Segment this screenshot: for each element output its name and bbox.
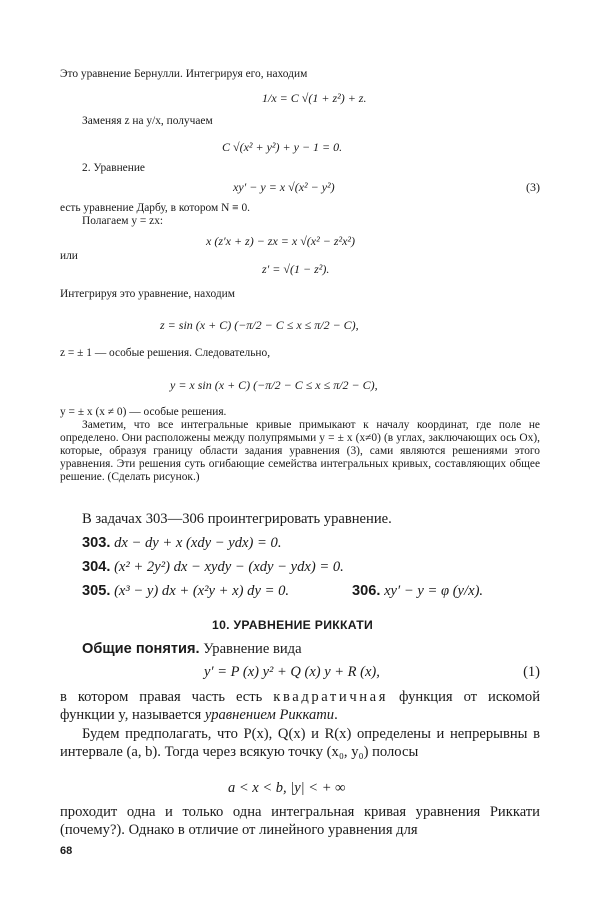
task-equation: dx − dy + x (xdy − ydx) = 0. bbox=[114, 535, 282, 551]
text-line: Заменяя z на y/x, получаем bbox=[82, 115, 213, 127]
task-equation: xy′ − y = φ (y/x). bbox=[384, 583, 484, 599]
task-number: 306. bbox=[352, 583, 381, 599]
page-number: 68 bbox=[60, 845, 73, 857]
p1-text: в котором правая часть есть bbox=[60, 689, 274, 705]
text-line: Это уравнение Бернулли. Интегрируя его, находим bbox=[60, 68, 308, 80]
note-paragraph: Заметим, что все интегральные кривые примыкают к началу координат, где поле не определено. Они расположены между полупрямыми y = ± x (x≠0) (в углах, заключающих ось Ox), которые, образуя границу области задания уравнения (3), сами являются решениями этого уравнения. Эти решения суть огибающие семейства интегральных кривых, составляющих общее решение. (Сделать рисунок.) bbox=[60, 419, 540, 483]
equation: z′ = √(1 − z²). bbox=[262, 262, 330, 276]
equation: C √(x² + y²) + y − 1 = 0. bbox=[222, 140, 343, 154]
equation: y = x sin (x + C) (−π/2 − C ≤ x ≤ π/2 − C), bbox=[170, 378, 378, 392]
text-line: 2. Уравнение bbox=[82, 162, 145, 174]
equation: z = sin (x + C) (−π/2 − C ≤ x ≤ π/2 − C), bbox=[160, 318, 359, 332]
text-line: или bbox=[60, 250, 78, 262]
text-line: y = ± x (x ≠ 0) — особые решения. bbox=[60, 406, 227, 418]
general-label: Общие понятия. bbox=[82, 641, 200, 657]
text-line: Полагаем y = zx: bbox=[82, 215, 164, 227]
equation: x (z′x + z) − zx = x √(x² − z²x²) bbox=[206, 234, 356, 248]
task-303 bbox=[82, 534, 282, 552]
general-text: Уравнение вида bbox=[199, 641, 302, 657]
p1-term: уравнением Риккати bbox=[204, 707, 335, 723]
p1-text: функция от искомой функции y, называется bbox=[60, 689, 541, 723]
task-number: 305. bbox=[82, 583, 111, 599]
task-306 bbox=[352, 582, 483, 600]
equation: y′ = P (x) y² + Q (x) y + R (x), bbox=[204, 664, 380, 680]
p1-text: . bbox=[334, 707, 338, 723]
equation: xy′ − y = x √(x² − y²) bbox=[233, 180, 335, 194]
task-304 bbox=[82, 558, 344, 576]
paragraph-1 bbox=[60, 688, 540, 724]
paragraph-2: Будем предполагать, что P(x), Q(x) и R(x) определены и непрерывны в интервале (a, b). Тогда через всякую точку (x₀, y₀) полосы bbox=[60, 726, 540, 760]
text-line: z = ± 1 — особые решения. Следовательно, bbox=[60, 347, 271, 359]
equation-number: (3) bbox=[526, 180, 540, 194]
task-number: 304. bbox=[82, 559, 111, 575]
equation-number: (1) bbox=[523, 664, 540, 680]
p1-spaced: квадратичная bbox=[273, 689, 389, 705]
task-equation: (x² + 2y²) dx − xydy − (xdy − ydx) = 0. bbox=[114, 559, 344, 575]
tasks-intro: В задачах 303—306 проинтегрировать уравнение. bbox=[82, 511, 392, 527]
equation: a < x < b, |y| < + ∞ bbox=[228, 780, 346, 796]
text-line: есть уравнение Дарбу, в котором N ≡ 0. bbox=[60, 202, 250, 214]
text-line: Интегрируя это уравнение, находим bbox=[60, 288, 235, 300]
task-number: 303. bbox=[82, 535, 111, 551]
equation: 1/x = C √(1 + z²) + z. bbox=[262, 91, 367, 105]
task-305 bbox=[82, 582, 289, 600]
task-equation: (x³ − y) dx + (x²y + x) dy = 0. bbox=[114, 583, 290, 599]
section-title: 10. УРАВНЕНИЕ РИККАТИ bbox=[212, 618, 374, 632]
paragraph-3: проходит одна и только одна интегральная кривая уравнения Риккати (почему?). Однако в отличие от линейного уравнения для bbox=[60, 804, 540, 838]
general-concepts bbox=[82, 640, 302, 658]
